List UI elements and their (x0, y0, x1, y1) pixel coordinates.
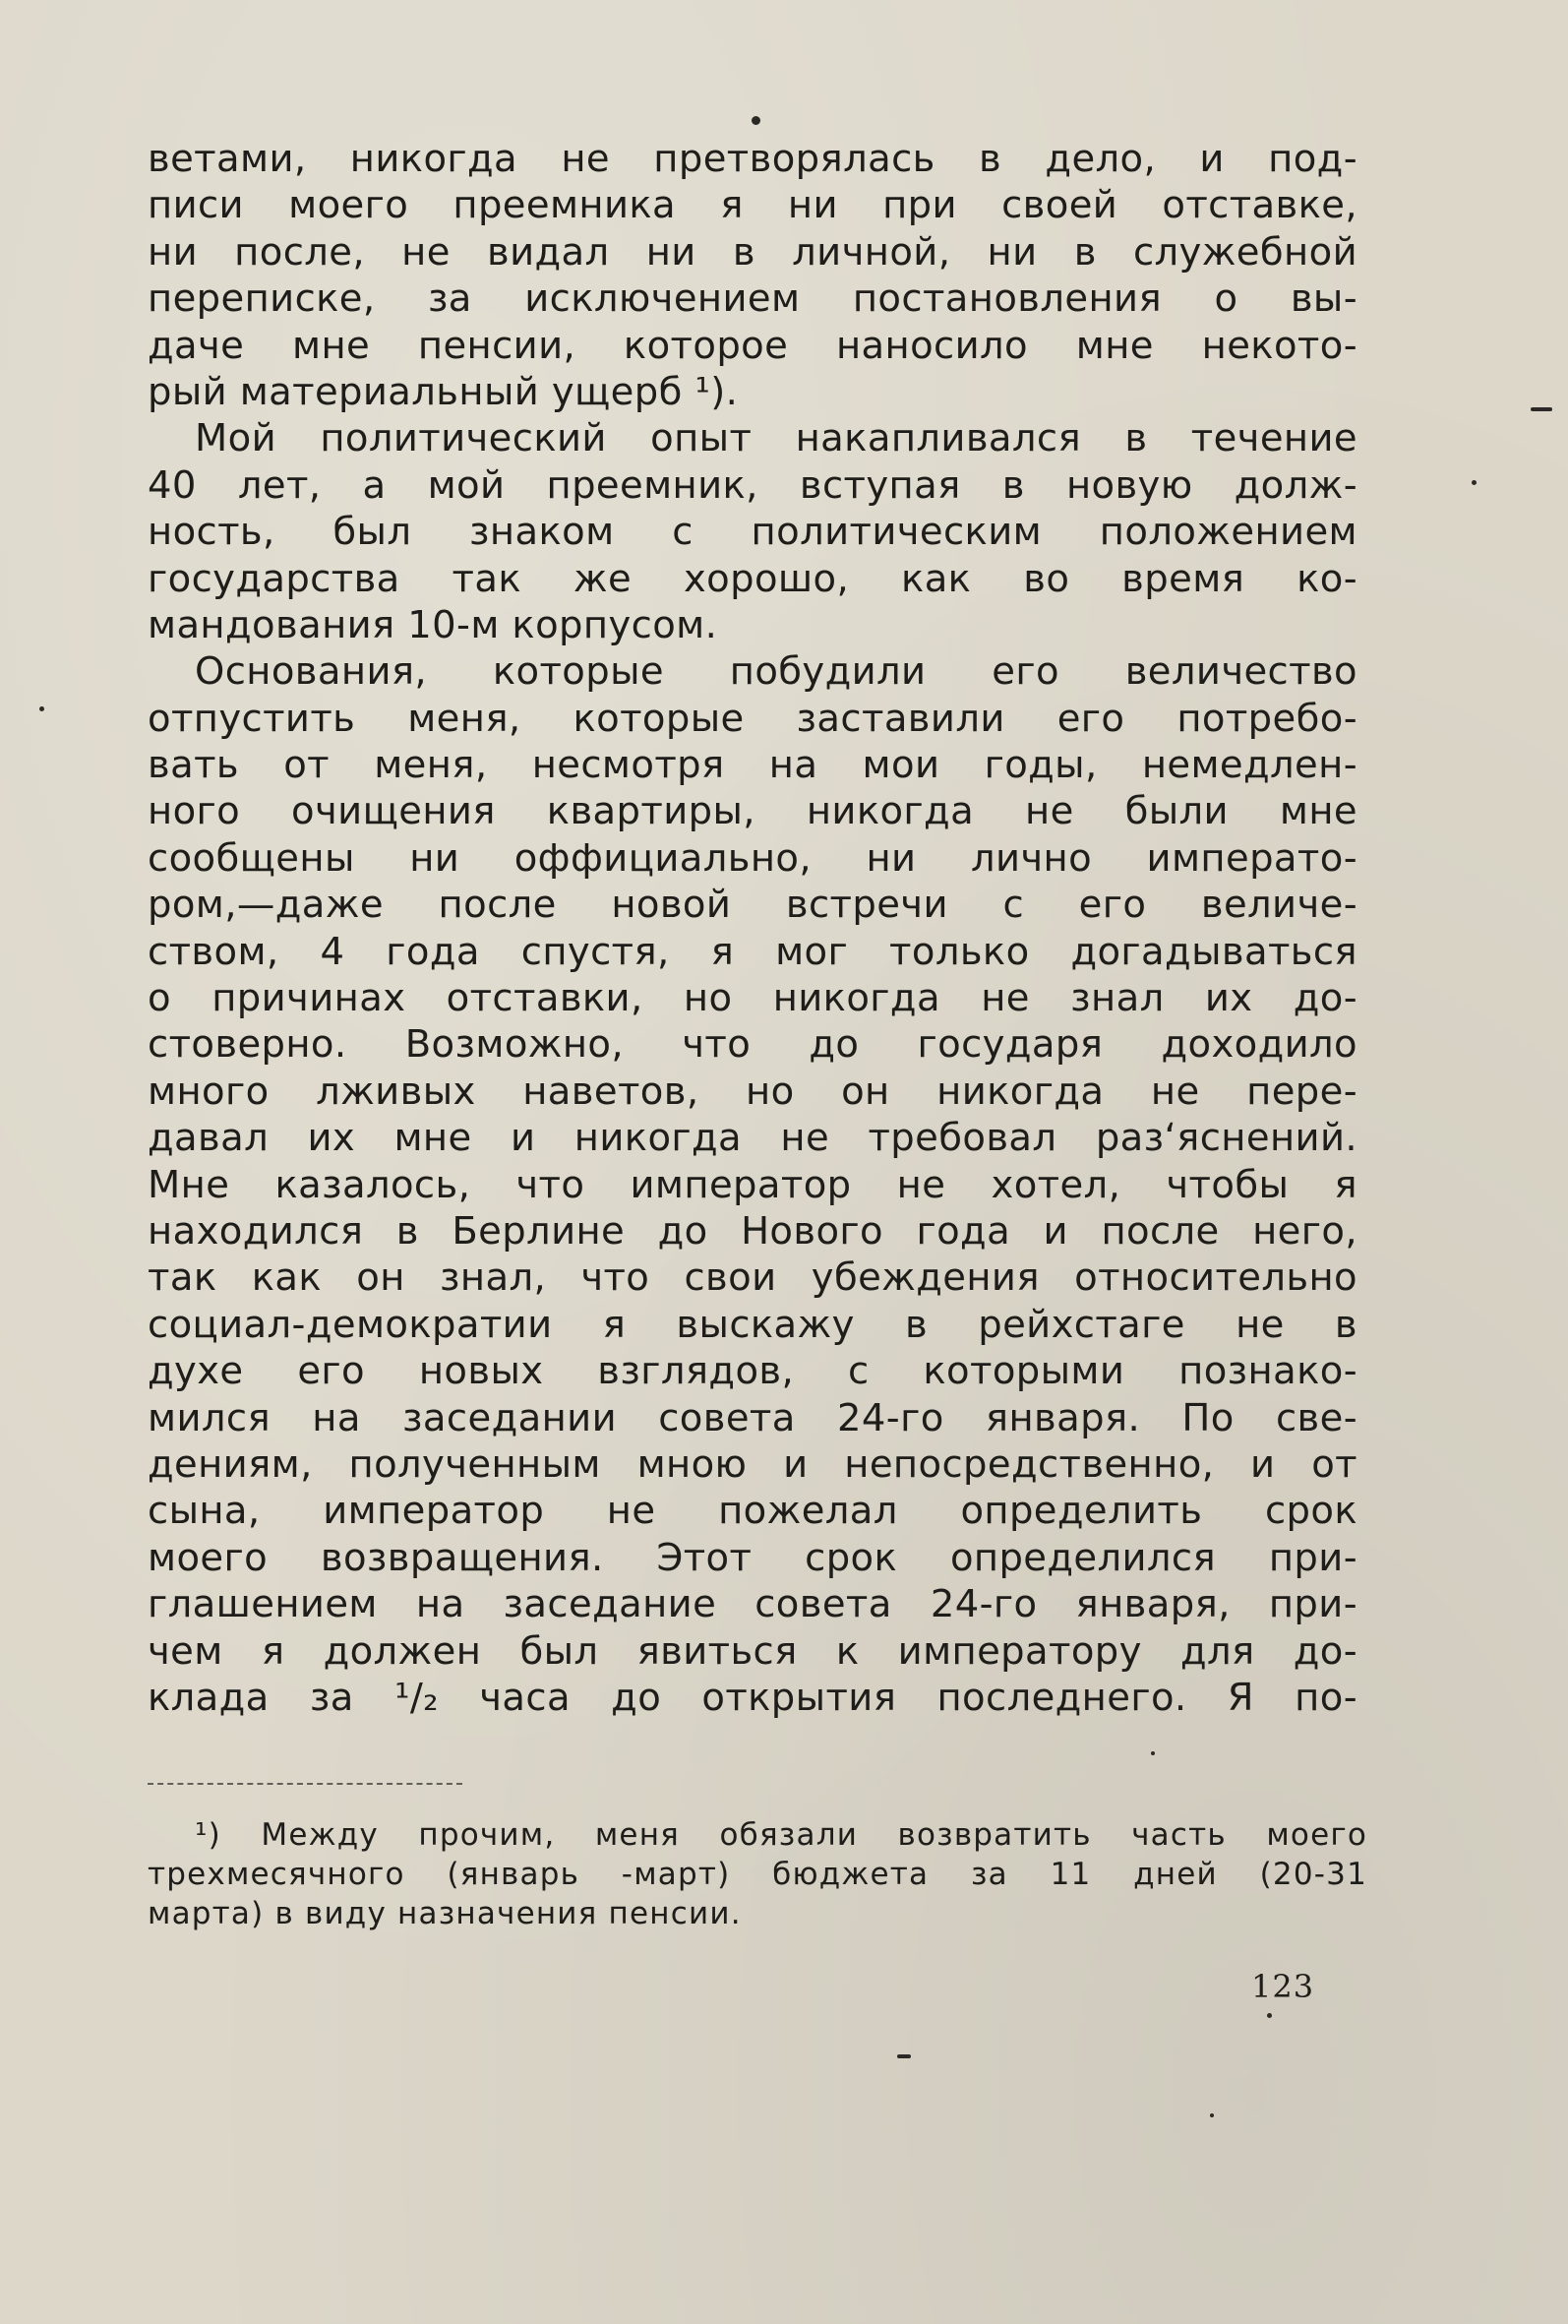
text-line: Мой политический опыт накапливался в течение (195, 416, 1357, 461)
text-line: 40 лет, а мой преемник, вступая в новую долж- (148, 462, 1357, 508)
text-line: так как он знал, что свои убеждения относительно (148, 1255, 1357, 1301)
footnote (148, 1815, 1367, 1933)
text-line: переписке, за исключением постановления о вы- (148, 276, 1357, 322)
text-line: глашением на заседание совета 24-го января, при- (148, 1582, 1357, 1627)
text-line: давал их мне и никогда не требовал раз‘яснений. (148, 1116, 1357, 1161)
text-line: мился на заседании совета 24-го января. По све- (148, 1395, 1357, 1440)
footnote-line: марта) в виду назначения пенсии. (148, 1896, 742, 1931)
text-line: ность, был знаком с политическим положением (148, 510, 1357, 555)
scan-speck (897, 2054, 911, 2058)
body-text (148, 136, 1357, 1721)
text-line: много лживых наветов, но он никогда не пере- (148, 1069, 1357, 1114)
text-line: социал-демократии я выскажу в рейхстаге не в (148, 1302, 1357, 1347)
text-line: вать от меня, несмотря на мои годы, немедлен- (148, 743, 1357, 788)
text-line: дениям, полученным мною и непосредственно, и от (148, 1441, 1357, 1487)
text-line: мандования 10-м корпусом. (148, 602, 718, 647)
text-line: Основания, которые побудили его величество (195, 649, 1357, 695)
text-line: государства так же хорошо, как во время ко- (148, 556, 1357, 601)
text-line: рый материальный ущерб ¹). (148, 369, 739, 414)
text-line: писи моего преемника я ни при своей отставке, (148, 183, 1357, 228)
text-line: ством, 4 года спустя, я мог только догадываться (148, 929, 1357, 974)
scan-speck (752, 116, 760, 125)
text-line: Мне казалось, что император не хотел, чтобы я (148, 1162, 1357, 1207)
text-line: ветами, никогда не претворялась в дело, и под- (148, 137, 1357, 181)
text-line: сына, император не пожелал определить срок (148, 1489, 1357, 1534)
scan-speck (1267, 2013, 1272, 2018)
text-line: клада за ¹/₂ часа до открытия последнего. Я по- (148, 1675, 1357, 1720)
text-line: ного очищения квартиры, никогда не были мне (148, 789, 1357, 834)
text-line: отпустить меня, которые заставили его потребо- (148, 696, 1357, 741)
text-line: ни после, не видал ни в личной, ни в служебной (148, 229, 1357, 275)
text-line: стоверно. Возможно, что до государя доходило (148, 1022, 1357, 1068)
scan-speck (1210, 2113, 1214, 2117)
text-line: о причинах отставки, но никогда не знал их до- (148, 976, 1357, 1021)
text-line: даче мне пенсии, которое наносило мне некото- (148, 323, 1357, 368)
scan-speck (39, 706, 44, 711)
page-number: 123 (1251, 1968, 1315, 2005)
footnote-line: трехмесячного (январь -март) бюджета за 11 дней (20-31 (148, 1857, 1367, 1892)
footnote-divider (148, 1783, 462, 1785)
text-line: ром,—даже после новой встречи с его величе- (148, 883, 1357, 928)
text-line: духе его новых взглядов, с которыми познако- (148, 1349, 1357, 1394)
scan-speck (1531, 407, 1552, 411)
scan-speck (1472, 480, 1477, 485)
footnote-line: ¹) Между прочим, меня обязали возвратить часть моего (195, 1817, 1367, 1853)
text-line: находился в Берлине до Нового года и после него, (148, 1208, 1357, 1254)
scan-speck (1151, 1751, 1155, 1755)
text-line: чем я должен был явиться к императору для до- (148, 1628, 1357, 1674)
text-line: сообщены ни оффициально, ни лично императо- (148, 835, 1357, 881)
text-line: моего возвращения. Этот срок определился при- (148, 1535, 1357, 1580)
